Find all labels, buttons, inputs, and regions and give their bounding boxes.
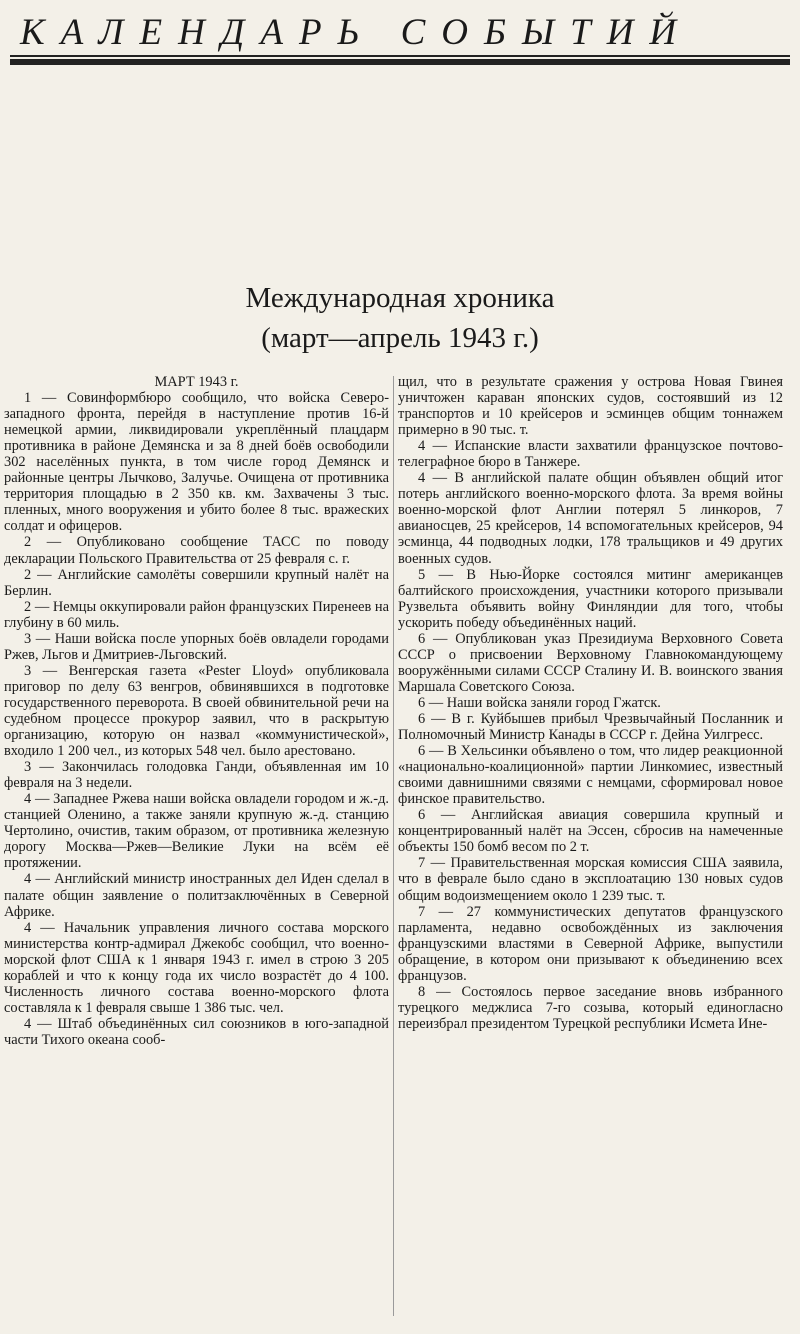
column-divider bbox=[393, 376, 394, 1316]
chronicle-entry: 6 — Английская авиация совершила крупный и концентрированный налёт на Эссен, сбросив на намеченные объекты 150 бомб весом по 2 т. bbox=[398, 807, 783, 856]
chronicle-entry: 6 — Наши войска заняли город Гжатск. bbox=[418, 694, 661, 711]
section-title-line-1: Международная хроника bbox=[245, 282, 555, 314]
chronicle-entry-continuation: щил, что в результате сражения у острова Новая Гвинея уничтожен караван японских судов, состоявший из 12 транспортов и 10 крейсеров и эсминцев общим тоннажем примерно в 90 тыс. т. bbox=[398, 374, 783, 439]
chronicle-entry: 4 — В английской палате общин объявлен общий итог потерь английского военно-морского флота. За время войны военно-морской флот Англии потерял 5 линкоров, 7 авианосцев, 25 крейсеров, 14 вспомогательных крейсеров, 94 эсминца, 44 подводных лодки, 178 тральщиков и 49 других военных судов. bbox=[398, 470, 783, 567]
chronicle-entry: 7 — Правительственная морская комиссия США заявила, что в феврале было сдано в эксплоатацию 130 новых судов общим водоизмещением около 1 239 тыс. т. bbox=[398, 855, 783, 904]
section-title bbox=[0, 278, 800, 358]
chronicle-entry: 6 — В Хельсинки объявлено о том, что лидер реакционной «национально-коалиционной» партии Линкомиес, известный своими давнишними связями с немцами, сформировал новое финское правительство. bbox=[398, 743, 783, 808]
chronicle-entry: 2 — Опубликовано сообщение ТАСС по поводу декларации Польского Правительства от 25 февраля с. г. bbox=[4, 534, 389, 567]
chronicle-entry: 4 — Английский министр иностранных дел Иден сделал в палате общин заявление о политзаключённых в Северной Африке. bbox=[4, 871, 389, 920]
header-rule-thin bbox=[10, 55, 790, 57]
chronicle-entry: 4 — Штаб объединённых сил союзников в юго-западной части Тихого океана сооб- bbox=[4, 1015, 389, 1048]
chronicle-entry: 4 — Западнее Ржева наши войска овладели городом и ж.-д. станцией Оленино, а также заняли крупную ж.-д. станцию Чертолино, очистив, таким образом, от противника железную дорогу Москва—Ржев—Великие Луки на всём её протяжении. bbox=[4, 791, 389, 872]
month-heading: МАРТ 1943 г. bbox=[154, 374, 239, 390]
chronicle-entry: 4 — Начальник управления личного состава морского министерства контр-адмирал Джекобс сообщил, что военно-морской флот США к 1 января 1943 г. имел в строю 3 205 кораблей и что к концу года их число возрастёт до 4 100. Численность личного состава военно-морского флота составляла к 1 февраля свыше 1 386 тыс. чел. bbox=[4, 919, 389, 1016]
chronicle-entry: 1 — Совинформбюро сообщило, что войска Северо-западного фронта, перейдя в наступление против 16-й немецкой армии, ликвидировали укреплённый плацдарм противника в районе Демянска и за 8 дней боёв освободили 302 населённых пункта, в том числе город Демянск и районные центры Лычково, Залучье. Очищена от противника территория площадью в 2 350 кв. км. Захвачены 3 тыс. пленных, много вооружения и убито более 8 тыс. вражеских солдат и офицеров. bbox=[4, 390, 389, 535]
chronicle-entry: 6 — Опубликован указ Президиума Верховного Совета СССР о присвоении Верховному Главнокомандующему вооружёнными силами СССР Сталину И. В. воинского звания Маршала Советского Союза. bbox=[398, 630, 783, 695]
chronicle-entry: 7 — 27 коммунистических депутатов французского парламента, недавно освобождённых из заключения французскими властями в Северной Африке, выпустили обращение, в котором они призывают к объединению всех французов. bbox=[398, 903, 783, 984]
running-header-title: КАЛЕНДАРЬ СОБЫТИЙ bbox=[20, 12, 693, 53]
chronicle-entry: 4 — Испанские власти захватили французское почтово-телеграфное бюро в Танжере. bbox=[398, 438, 783, 471]
chronicle-entry: 6 — В г. Куйбышев прибыл Чрезвычайный Посланник и Полномочный Министр Канады в СССР г. Дейна Уилгресс. bbox=[398, 710, 783, 744]
left-column bbox=[4, 374, 389, 1048]
chronicle-entry: 3 — Наши войска после упорных боёв овладели городами Ржев, Льгов и Дмитриев-Льговский. bbox=[4, 630, 389, 663]
right-column bbox=[398, 374, 783, 1032]
chronicle-entry: 2 — Английские самолёты совершили крупный налёт на Берлин. bbox=[4, 566, 389, 599]
chronicle-entry: 3 — Закончилась голодовка Ганди, объявленная им 10 февраля на 3 недели. bbox=[4, 759, 389, 792]
section-title-line-2: (март—апрель 1943 г.) bbox=[261, 322, 539, 354]
chronicle-entry: 8 — Состоялось первое заседание вновь избранного турецкого меджлиса 7-го созыва, который единогласно переизбрал президентом Турецкой республики Исмета Ине- bbox=[398, 983, 783, 1032]
chronicle-entry: 3 — Венгерская газета «Pester Lloyd» опубликовала приговор по делу 63 венгров, обвинявшихся в подготовке государственного переворота. В своей обвинительной речи на судебном процессе прокурор заявил, что в раскрытую организацию, которую он назвал «коммунистической», входило 1 200 чел., из которых 548 чел. было арестовано. bbox=[4, 662, 389, 760]
header-rule-thick bbox=[10, 59, 790, 65]
chronicle-entry: 2 — Немцы оккупировали район французских Пиренеев на глубину в 60 миль. bbox=[4, 598, 389, 631]
chronicle-entry: 5 — В Нью-Йорке состоялся митинг американцев балтийского происхождения, участники которого призывали Рузвельта объявить войну Финляндии для того, чтобы ускорить победу объединённых наций. bbox=[398, 566, 783, 631]
